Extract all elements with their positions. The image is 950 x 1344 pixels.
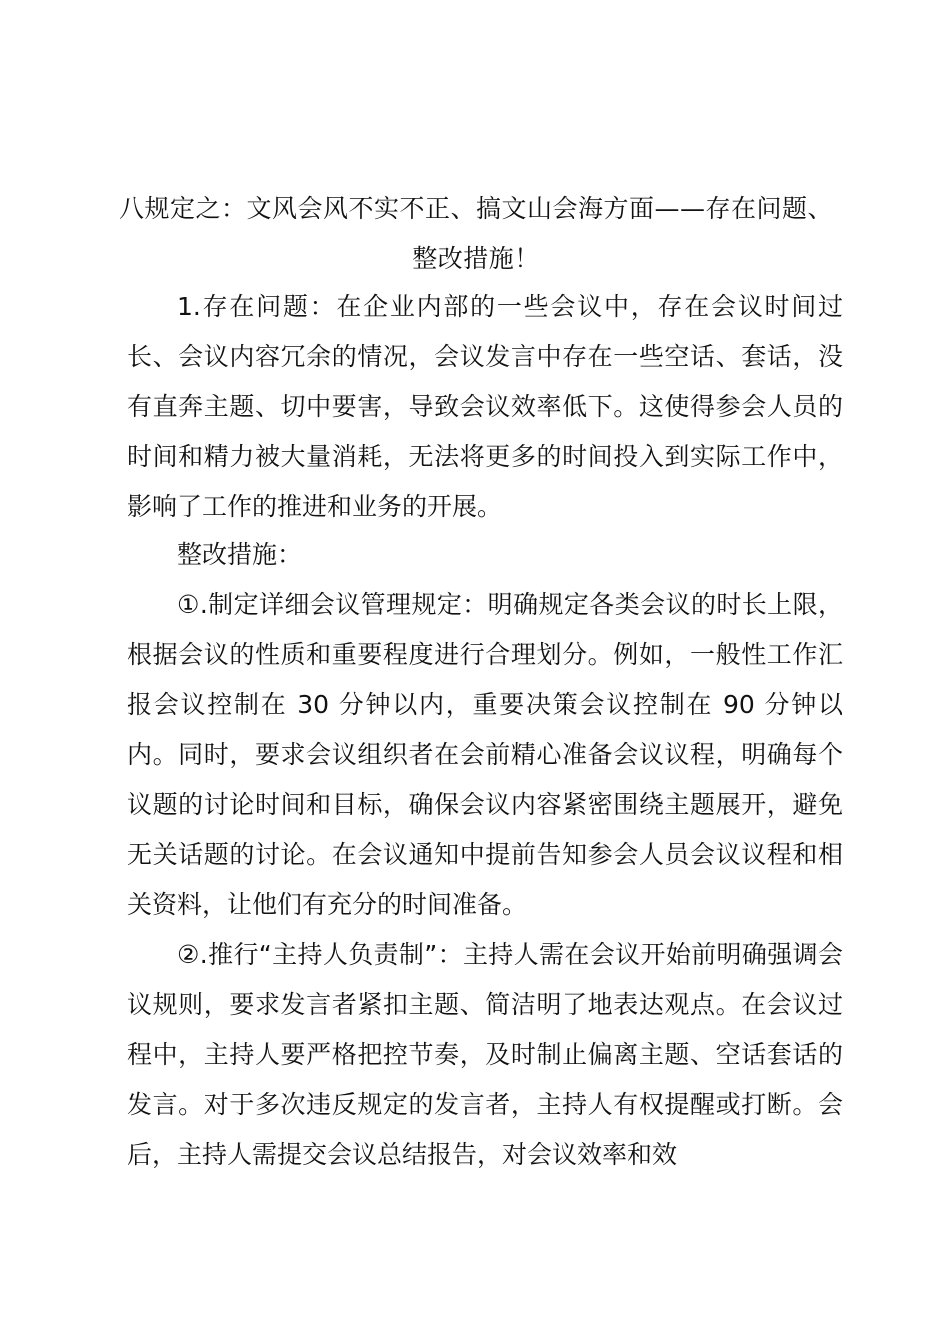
paragraph-measure-2: ②.推行“主持人负责制”：主持人需在会议开始前明确强调会议规则，要求发言者紧扣主题、简洁明了地表达观点。在会议过程中，主持人要严格把控节奏，及时制止偏离主题、空话套话的发言。对于多次违反规定的发言者，主持人有权提醒或打断。会后，主持人需提交会议总结报告，对会议效率和效: [127, 940, 843, 1169]
paragraph-existing-problems: 1.存在问题：在企业内部的一些会议中，存在会议时间过长、会议内容冗余的情况，会议发言中存在一些空话、套话，没有直奔主题、切中要害，导致会议效率低下。这使得参会人员的时间和精力被大量消耗，无法将更多的时间投入到实际工作中，影响了工作的推进和业务的开展。: [127, 292, 843, 521]
paragraph-rectification-heading: 整改措施：: [177, 540, 303, 569]
paragraph-measure-1: ①.制定详细会议管理规定：明确规定各类会议的时长上限，根据会议的性质和重要程度进行合理划分。例如，一般性工作汇报会议控制在 30 分钟以内，重要决策会议控制在 90 分钟以内。同时，要求会议组织者在会前精心准备会议议程，明确每个议题的讨论时间和目标，确保会议内容紧密围绕主题展开，避免无关话题的讨论。在会议通知中提前告知参会人员会议议程和相关资料，让他们有充分的时间准备。: [127, 590, 843, 919]
document-title: 八规定之：文风会风不实不正、搞文山会海方面——存在问题、整改措施！: [118, 194, 833, 273]
